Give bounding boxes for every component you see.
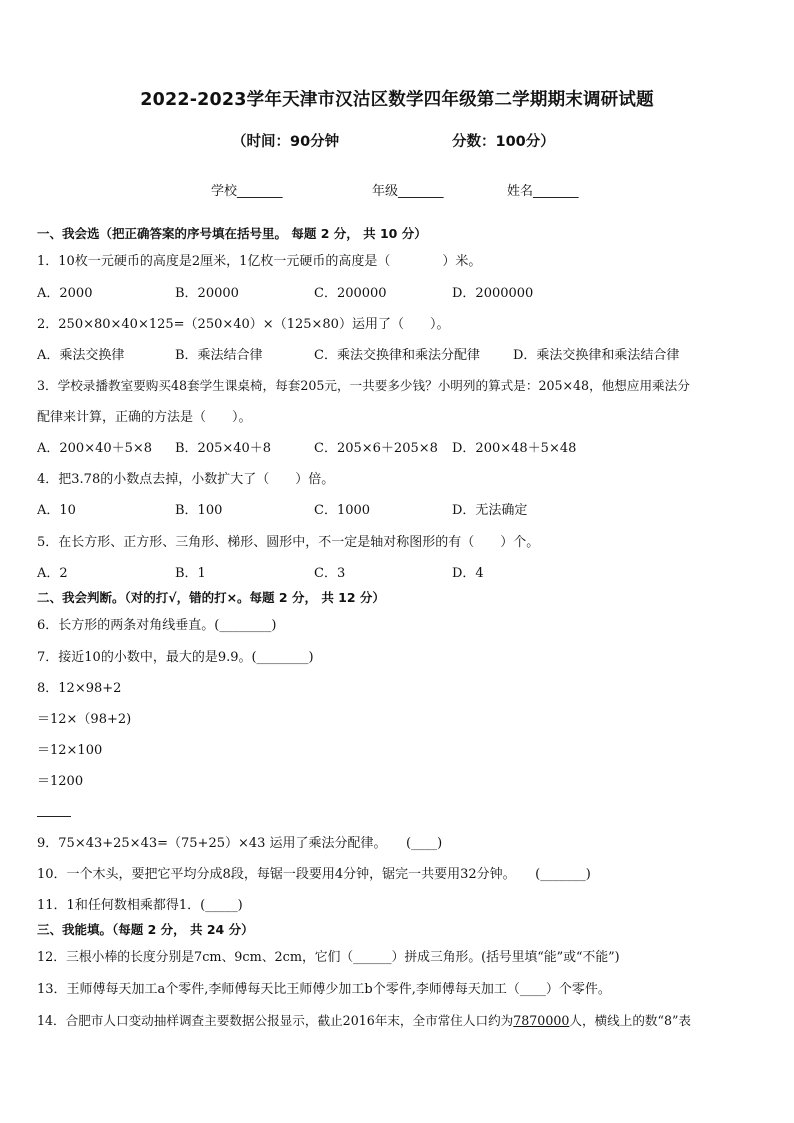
question-12: 12．三根小棒的长度分别是7cm、9cm、2cm，它们（______）拼成三角形。(括号里填“能”或“不能”) xyxy=(37,950,620,965)
q14-text-after: 人，横线上的数“8”表 xyxy=(569,1013,691,1028)
question-7: 7．接近10的小数中，最大的是9.9。(________) xyxy=(37,650,314,665)
question-5: 5．在长方形、正方形、三角形、梯形、圆形中，不一定是轴对称图形的有（ ）个。 xyxy=(37,535,540,550)
question-13: 13．王师傅每天加工a个零件,李师傅每天比王师傅少加工b个零件,李师傅每天加工（____）个零件。 xyxy=(37,982,611,997)
q4-option-b: B．100 xyxy=(175,503,223,518)
q3-option-c: C．205×6＋205×8 xyxy=(314,441,438,456)
q3-option-d: D．200×48＋5×48 xyxy=(452,441,577,456)
page-title: 2022-2023学年天津市汉沽区数学四年级第二学期期末调研试题 xyxy=(140,90,654,110)
question-11: 11．1和任何数相乘都得1．(_____) xyxy=(37,898,243,913)
q2-option-d: D．乘法交换律和乘法结合律 xyxy=(513,348,680,363)
section-heading-judge: 二、我会判断。（对的打√，错的打×。每题 2 分， 共 12 分） xyxy=(37,590,385,605)
answer-rule xyxy=(37,816,71,817)
q2-option-c: C．乘法交换律和乘法分配律 xyxy=(314,348,480,363)
exam-score: 分数：100分） xyxy=(452,134,555,150)
q2-option-a: A．乘法交换律 xyxy=(37,348,125,363)
question-1: 1．10枚一元硬币的高度是2厘米，1亿枚一元硬币的高度是（ ）米。 xyxy=(37,254,482,269)
q5-option-c: C．3 xyxy=(314,566,346,581)
question-3-line1: 3．学校录播教室要购买48套学生课桌椅，每套205元，一共要多少钱？小明列的算式是：205×48，他想应用乘法分 xyxy=(37,378,690,393)
q1-option-a: A．2000 xyxy=(37,286,93,301)
q5-option-d: D．4 xyxy=(452,566,484,581)
q5-option-b: B．1 xyxy=(175,566,206,581)
q2-option-b: B．乘法结合律 xyxy=(175,348,263,363)
q4-option-a: A．10 xyxy=(37,503,76,518)
q3-option-a: A．200×40＋5×8 xyxy=(37,441,153,456)
school-field: 学校_______ xyxy=(211,184,283,199)
q1-option-b: B．20000 xyxy=(175,286,239,301)
q4-option-c: C．1000 xyxy=(314,503,371,518)
exam-time: （时间：90分钟 xyxy=(232,134,340,150)
question-8-line1: 8．12×98+2 xyxy=(37,681,122,696)
name-field: 姓名_______ xyxy=(507,184,579,199)
question-3-line2: 配律来计算，正确的方法是（ ）。 xyxy=(37,410,252,425)
q14-underlined-number: 7870000 xyxy=(513,1013,570,1028)
question-8-line3: ＝12×100 xyxy=(37,743,103,758)
section-heading-fill: 三、我能填。（每题 2 分， 共 24 分） xyxy=(37,922,254,937)
question-6: 6．长方形的两条对角线垂直。(________) xyxy=(37,618,277,633)
grade-field: 年级_______ xyxy=(372,184,444,199)
q14-text-before: 14．合肥市人口变动抽样调查主要数据公报显示，截止2016年末，全市常住人口约为 xyxy=(37,1013,514,1028)
q5-option-a: A．2 xyxy=(37,566,68,581)
question-4: 4．把3.78的小数点去掉，小数扩大了（ ）倍。 xyxy=(37,472,335,487)
question-10: 10．一个木头，要把它平均分成8段，每锯一段要用4分钟，锯完一共要用32分钟。 (_______) xyxy=(37,867,591,882)
q1-option-c: C．200000 xyxy=(314,286,387,301)
question-2: 2．250×80×40×125=（250×40）×（125×80）运用了（ ）。 xyxy=(37,317,450,332)
question-9: 9．75×43+25×43=（75+25）×43 运用了乘法分配律。 (____) xyxy=(37,836,443,851)
question-8-line2: ＝12×（98+2) xyxy=(37,712,132,727)
question-8-line4: ＝1200 xyxy=(37,774,84,789)
q3-option-b: B．205×40＋8 xyxy=(175,441,272,456)
q4-option-d: D．无法确定 xyxy=(452,503,528,518)
q1-option-d: D．2000000 xyxy=(452,286,534,301)
section-heading-choice: 一、我会选（把正确答案的序号填在括号里。 每题 2 分， 共 10 分） xyxy=(37,226,427,241)
question-14 xyxy=(37,1010,691,1029)
